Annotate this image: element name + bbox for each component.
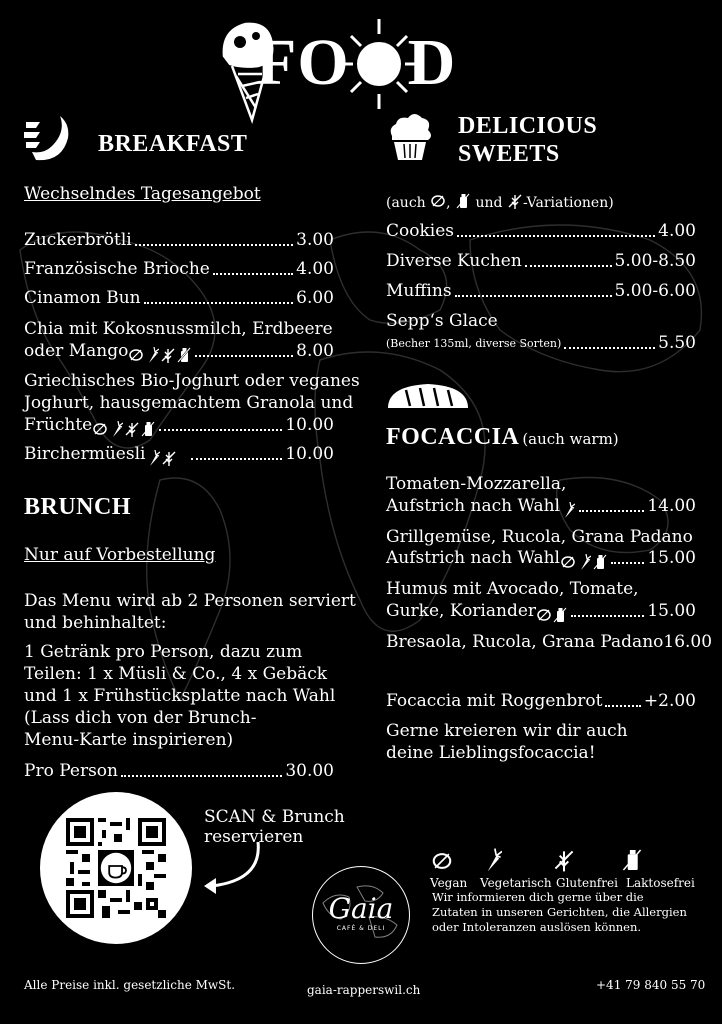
vegan-leaf-icon: [561, 554, 575, 570]
focaccia-heading-note: (auch warm): [522, 430, 619, 448]
glutenfree-wheat-icon: [125, 421, 139, 437]
item-price: 15.00: [647, 601, 696, 621]
item-name: Zuckerbrötli: [24, 230, 132, 250]
breakfast-subheading: Wechselndes Tagesangebot: [24, 184, 261, 204]
lactosefree-bottle-icon: [622, 848, 642, 872]
vegan-leaf-icon: [537, 607, 551, 623]
vegan-leaf-icon: [93, 421, 107, 437]
item-name: Früchte: [24, 415, 93, 435]
footer-website[interactable]: gaia-rapperswil.ch: [307, 983, 421, 997]
sun-icon: [350, 28, 408, 98]
vegan-leaf-icon: [431, 193, 445, 209]
focaccia-item-line: Grillgemüse, Rucola, Grana Padano: [386, 527, 693, 547]
note-text: (auch: [386, 195, 426, 211]
title-letter-f: F: [256, 26, 298, 99]
item-price: 6.00: [296, 288, 334, 308]
brunch-subheading: Nur auf Vorbestellung: [24, 545, 216, 565]
title-letter-d: D: [407, 26, 457, 99]
legend-glutenfree: Glutenfrei: [556, 876, 618, 890]
cupcake-icon: [384, 110, 436, 162]
vegetarian-carrot-icon: [577, 554, 591, 570]
footer-prices-note: Alle Preise inkl. gesetzliche MwSt.: [24, 978, 236, 992]
item-price: +2.00: [643, 691, 696, 711]
glutenfree-wheat-icon: [554, 848, 574, 872]
item-name: Diverse Kuchen: [386, 251, 522, 271]
vegetarian-carrot-icon: [482, 848, 502, 872]
menu-item-glace: [386, 332, 696, 355]
item-price: 4.00: [658, 221, 696, 241]
vegetarian-carrot-icon: [109, 421, 123, 437]
legend-info-line: oder Intoleranzen auslösen können.: [432, 920, 642, 934]
legend-info-line: Wir informieren dich gerne über die: [432, 890, 644, 904]
glutenfree-wheat-icon: [161, 347, 175, 363]
brunch-detail-line: (Lass dich von der Brunch-: [24, 708, 257, 728]
note-text: -Variationen): [522, 195, 614, 211]
item-price: 4.00: [296, 259, 334, 279]
menu-item-chia: [24, 340, 334, 363]
brunch-detail-line: und 1 x Frühstücksplatte nach Wahl: [24, 686, 336, 706]
title-letter-o: O: [297, 26, 350, 99]
item-price: 10.00: [285, 444, 334, 464]
item-name: Birchermüesli: [24, 444, 146, 464]
item-price: 8.00: [296, 341, 334, 361]
item-price: 3.00: [296, 230, 334, 250]
scan-line: SCAN & Brunch: [204, 807, 345, 827]
legend-info-line: Zutaten in unseren Gerichten, die Allergien: [432, 905, 687, 919]
item-name: Muffins: [386, 281, 452, 301]
brunch-desc-line: und behinhaltet:: [24, 613, 167, 633]
lactosefree-bottle-icon: [177, 347, 191, 363]
lactosefree-bottle-icon: [593, 554, 607, 570]
sweets-variations-note: (auch , und -Variationen): [386, 195, 614, 211]
menu-item-extra: [386, 690, 696, 713]
menu-item: [386, 220, 696, 243]
logo: [312, 866, 410, 964]
breakfast-heading: BREAKFAST: [98, 131, 248, 157]
item-name: Focaccia mit Roggenbrot: [386, 691, 603, 711]
lactosefree-bottle-icon: [456, 193, 470, 209]
focaccia-note-line: Gerne kreieren wir dir auch: [386, 721, 628, 741]
logo-name: Gaia: [328, 892, 394, 925]
menu-item-joghurt: [24, 414, 334, 437]
item-price: 30.00: [285, 761, 334, 781]
item-price: 14.00: [647, 496, 696, 516]
legend-vegetarian: Vegetarisch: [480, 876, 552, 890]
vegetarian-carrot-icon: [561, 502, 575, 518]
brunch-price-row: [24, 760, 334, 783]
qr-code[interactable]: [66, 818, 166, 918]
focaccia-heading: FOCACCIA: [386, 424, 520, 450]
focaccia-note-line: deine Lieblingsfocaccia!: [386, 743, 596, 763]
item-price: 5.50: [658, 333, 696, 353]
menu-item: [386, 547, 696, 570]
focaccia-item-line: Humus mit Avocado, Tomate,: [386, 579, 639, 599]
item-name: Bresaola, Rucola, Grana Padano: [386, 632, 664, 652]
chia-line1: Chia mit Kokosnussmilch, Erdbeere: [24, 319, 333, 339]
focaccia-item-line: Tomaten-Mozzarella,: [386, 474, 567, 494]
bread-icon: [386, 380, 470, 412]
menu-item: [24, 229, 334, 252]
lactosefree-bottle-icon: [141, 421, 155, 437]
item-price: 10.00: [285, 415, 334, 435]
legend-lactosefree: Laktosefrei: [626, 876, 695, 890]
item-name: Aufstrich nach Wahl: [386, 496, 560, 516]
focaccia-heading-row: [386, 424, 619, 451]
croissant-icon: [22, 112, 72, 164]
vegetarian-carrot-icon: [145, 347, 159, 363]
sweets-heading-line2: SWEETS: [458, 141, 560, 167]
item-price: 5.00-6.00: [614, 281, 696, 301]
item-name: oder Mango: [24, 341, 129, 361]
brunch-desc-line: Das Menu wird ab 2 Personen serviert: [24, 591, 356, 611]
footer-phone[interactable]: +41 79 840 55 70: [596, 978, 706, 992]
vegetarian-carrot-icon: [146, 450, 160, 466]
item-name: Französische Brioche: [24, 259, 210, 279]
page-title: [256, 28, 456, 98]
legend-vegan: Vegan: [430, 876, 468, 890]
item-price: 16.00: [663, 632, 713, 652]
vegan-leaf-icon: [432, 850, 452, 872]
glutenfree-wheat-icon: [508, 193, 522, 209]
item-name: Cinamon Bun: [24, 288, 141, 308]
brunch-detail-line: 1 Getränk pro Person, dazu zum: [24, 642, 303, 662]
note-text: und: [475, 195, 503, 211]
lactosefree-bottle-icon: [553, 607, 567, 623]
menu-item: [24, 258, 334, 281]
joghurt-line2: Joghurt, hausgemachtem Granola und: [24, 393, 354, 413]
glutenfree-wheat-icon: [162, 450, 176, 466]
item-name: Pro Person: [24, 761, 118, 781]
scan-line: reservieren: [204, 827, 304, 847]
item-name: Gurke, Koriander: [386, 601, 537, 621]
menu-item: [386, 280, 696, 303]
menu-item-bircher: [24, 443, 334, 466]
qr-code-circle[interactable]: [40, 792, 192, 944]
menu-item: [386, 495, 696, 518]
item-name: Aufstrich nach Wahl: [386, 548, 560, 568]
glace-name: Sepp‘s Glace: [386, 311, 498, 331]
menu-item: [386, 631, 713, 654]
logo-sub: CAFÉ & DELI: [336, 925, 386, 932]
item-price: 5.00-8.50: [614, 251, 696, 271]
menu-item: [386, 250, 696, 273]
menu-item: [24, 287, 334, 310]
vegan-leaf-icon: [129, 347, 143, 363]
brunch-detail-line: Teilen: 1 x Müsli & Co., 4 x Gebäck: [24, 664, 328, 684]
item-price: 15.00: [647, 548, 696, 568]
item-note: (Becher 135ml, diverse Sorten): [386, 337, 562, 350]
item-name: Cookies: [386, 221, 454, 241]
brunch-heading: BRUNCH: [24, 494, 132, 520]
menu-item: [386, 600, 696, 623]
joghurt-line1: Griechisches Bio-Joghurt oder veganes: [24, 371, 360, 391]
brunch-detail-line: Menu-Karte inspirieren): [24, 730, 234, 750]
sweets-heading-line1: DELICIOUS: [458, 113, 598, 139]
